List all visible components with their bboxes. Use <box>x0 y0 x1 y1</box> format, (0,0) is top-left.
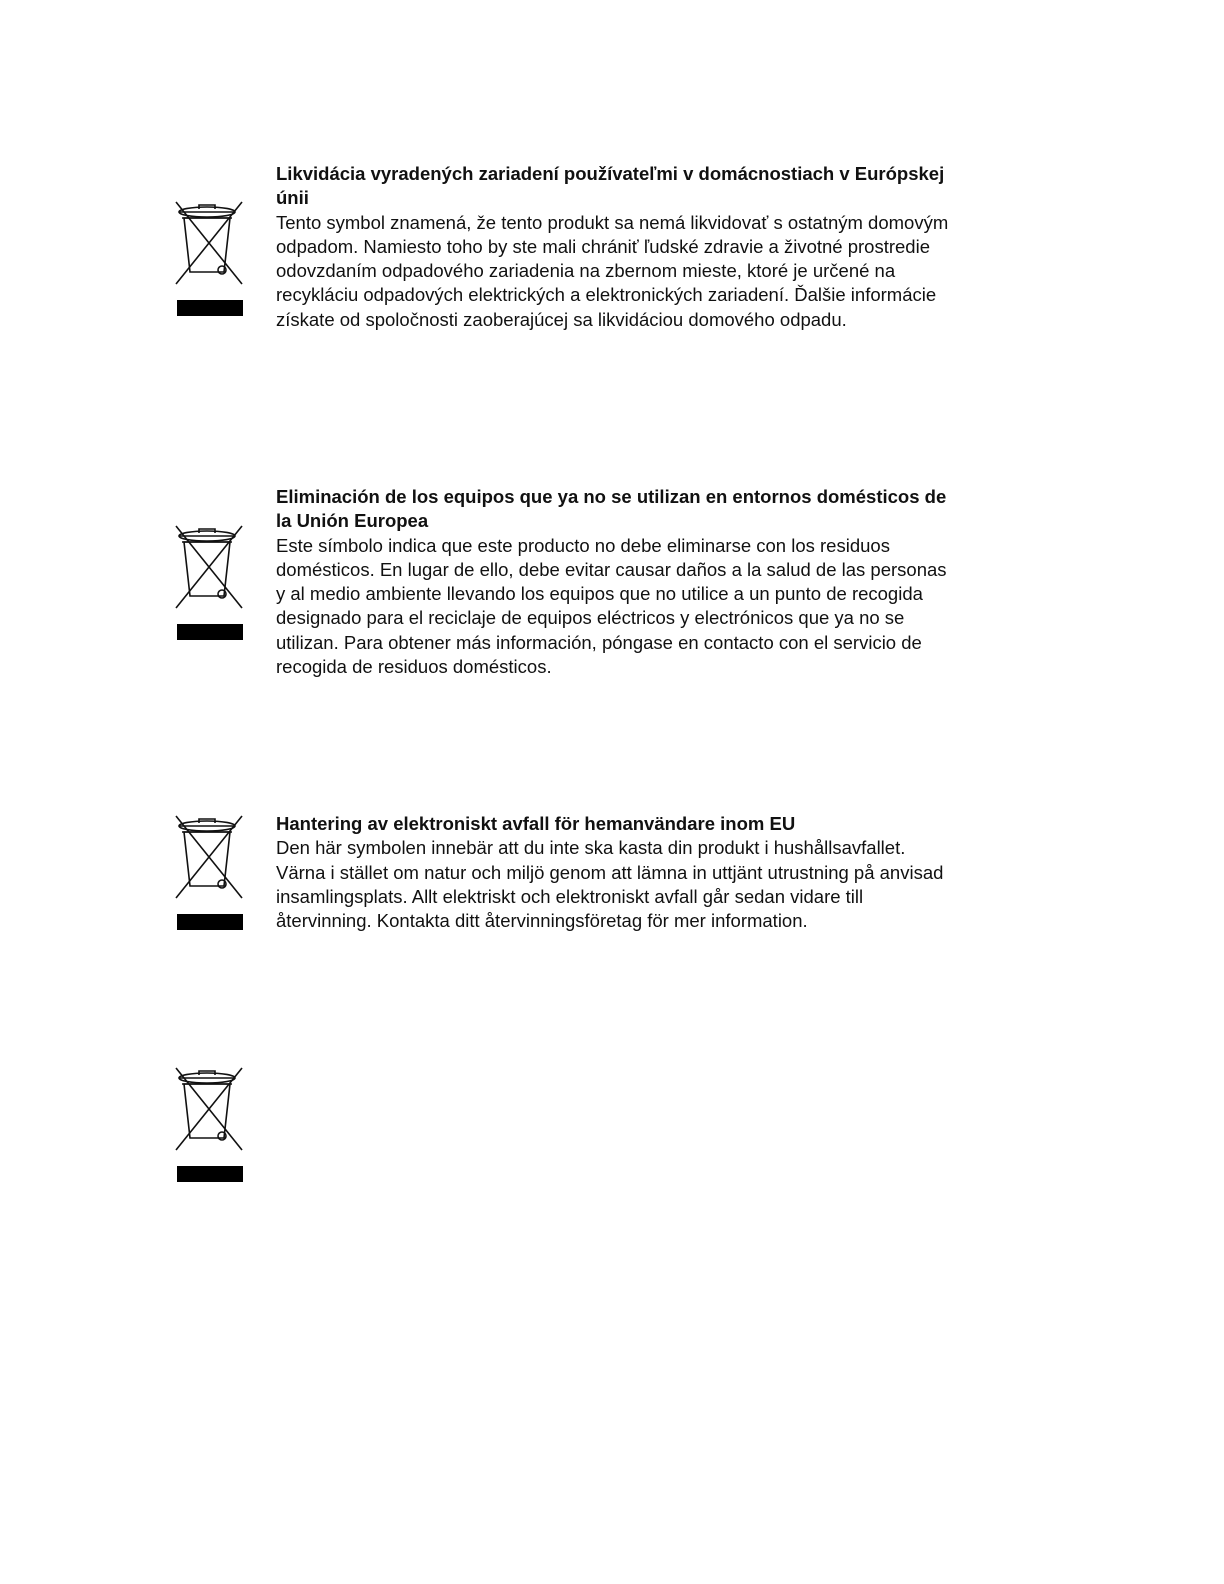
section-body: Den här symbolen innebär att du inte ska kasta din produkt i hushållsavfallet. Värna i stället om natur och miljö genom att lämna in uttjänt utrustning på anvisad insamlingsplats. Allt elektriskt och elektroniskt avfall går sedan vidare till återvinning. Kontakta ditt återvinningsföretag för mer information. <box>276 837 944 932</box>
section-body: Tento symbol znamená, že tento produkt sa nemá likvidovať s ostatným domovým odpadom. Namiesto toho by ste mali chrániť ľudské zdravie a životné prostredie odovzdaním odpadového zariadenia na zbernom mieste, ktoré je určené na recykláciu odpadových elektrických a elektronických zariadení. Ďalšie informácie získate od spoločnosti zaoberajúcej sa likvidáciou domového odpadu. <box>276 211 949 330</box>
weee-crossed-out-bin-icon <box>174 812 246 930</box>
weee-crossed-out-bin-icon <box>174 198 246 316</box>
weee-crossed-out-bin-icon <box>174 1064 246 1182</box>
section-heading: Eliminación de los equipos que ya no se utilizan en entornos domésticos de la Unión Europea <box>276 486 947 532</box>
section-body: Este símbolo indica que este producto no debe eliminarse con los residuos domésticos. En lugar de ello, debe evitar causar daños a la salud de las personas y al medio ambiente llevando los equipos que no utilice a un punto de recogida designado para el reciclaje de equipos eléctricos y electrónicos que ya no se utilizan. Para obtener más información, póngase en contacto con el servicio de recogida de residuos domésticos. <box>276 534 947 678</box>
section-heading: Likvidácia vyradených zariadení používateľmi v domácnostiach v Európskej únii <box>276 163 945 209</box>
section-heading: Hantering av elektroniskt avfall för hemanvändare inom EU <box>276 813 796 834</box>
weee-crossed-out-bin-icon <box>174 522 246 640</box>
